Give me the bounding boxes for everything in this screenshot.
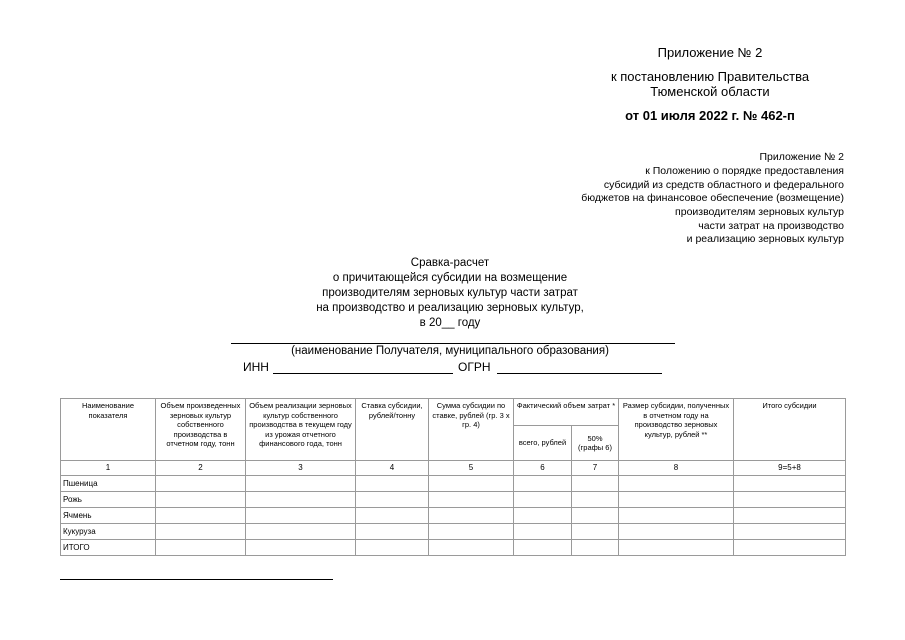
recipient-name-line xyxy=(231,343,675,344)
table-row xyxy=(61,508,846,524)
approval-appendix: Приложение № 2 xyxy=(657,45,763,60)
ogrn-label: ОГРН xyxy=(458,360,491,374)
ogrn-field-line xyxy=(497,373,662,374)
row-label-barley: Ячмень xyxy=(61,508,156,524)
document-title-line: о причитающейся субсидии на возмещение xyxy=(332,272,568,284)
table-row xyxy=(61,492,846,508)
regulation-line: и реализацию зерновых культур xyxy=(686,233,844,245)
row-label-rye: Рожь xyxy=(61,492,156,508)
regulation-line: субсидий из средств областного и федерального xyxy=(603,179,844,191)
row-label-total: ИТОГО xyxy=(61,540,156,556)
table-row xyxy=(61,476,846,492)
approval-resolution-line-2: Тюменской области xyxy=(650,84,770,99)
column-number: 5 xyxy=(429,461,514,476)
column-number: 3 xyxy=(246,461,356,476)
header-sold-volume: Объем реализации зерновых культур собственного производства в текущем году из урожая отчетного финансового года, тонн xyxy=(246,399,356,461)
header-total-subsidy: Итого субсидии xyxy=(734,399,846,461)
row-label-wheat: Пшеница xyxy=(61,476,156,492)
header-actual-costs: Фактический объем затрат * xyxy=(514,399,619,426)
column-number: 9=5+8 xyxy=(734,461,846,476)
approval-resolution-line-1: к постановлению Правительства xyxy=(610,69,810,84)
approval-date-number: от 01 июля 2022 г. № 462-п xyxy=(625,108,795,123)
regulation-line: бюджетов на финансовое обеспечение (возмещение) xyxy=(581,192,844,204)
document-title-line: на производство и реализацию зерновых культур, xyxy=(316,302,584,314)
header-indicator: Наименование показателя xyxy=(61,399,156,461)
regulation-line: Приложение № 2 xyxy=(759,151,844,163)
header-costs-half: 50% (графы 6) xyxy=(572,426,619,461)
inn-label: ИНН xyxy=(243,360,269,374)
column-number: 1 xyxy=(61,461,156,476)
regulation-line: производителям зерновых культур xyxy=(675,206,844,218)
regulation-line: части затрат на производство xyxy=(698,220,844,232)
document-title: Сравка-расчет xyxy=(410,257,490,269)
document-title-line: производителям зерновых культур части затрат xyxy=(322,287,578,299)
header-subsidy-sum: Сумма субсидии по ставке, рублей (гр. 3 х гр. 4) xyxy=(429,399,514,461)
table-row xyxy=(61,540,846,556)
document-title-year: в 20__ году xyxy=(419,317,481,329)
header-received-subsidy: Размер субсидии, полученных в отчетном году на производство зерновых культур, рублей ** xyxy=(619,399,734,461)
row-label-corn: Кукуруза xyxy=(61,524,156,540)
header-produced-volume: Объем произведенных зерновых культур собственного производства в отчетном году, тонн xyxy=(156,399,246,461)
inn-field-line xyxy=(273,373,453,374)
footnote-separator xyxy=(60,579,333,580)
column-number: 7 xyxy=(572,461,619,476)
column-number: 6 xyxy=(514,461,572,476)
regulation-line: к Положению о порядке предоставления xyxy=(645,165,844,177)
recipient-caption: (наименование Получателя, муниципального образования) xyxy=(291,345,609,357)
header-costs-total: всего, рублей xyxy=(514,426,572,461)
column-number: 2 xyxy=(156,461,246,476)
column-number: 8 xyxy=(619,461,734,476)
column-numbers-row xyxy=(61,461,846,476)
table-row xyxy=(61,524,846,540)
header-subsidy-rate: Ставка субсидии, рублей/тонну xyxy=(356,399,429,461)
column-number: 4 xyxy=(356,461,429,476)
subsidy-table xyxy=(60,398,846,556)
table-header-row xyxy=(61,399,846,426)
